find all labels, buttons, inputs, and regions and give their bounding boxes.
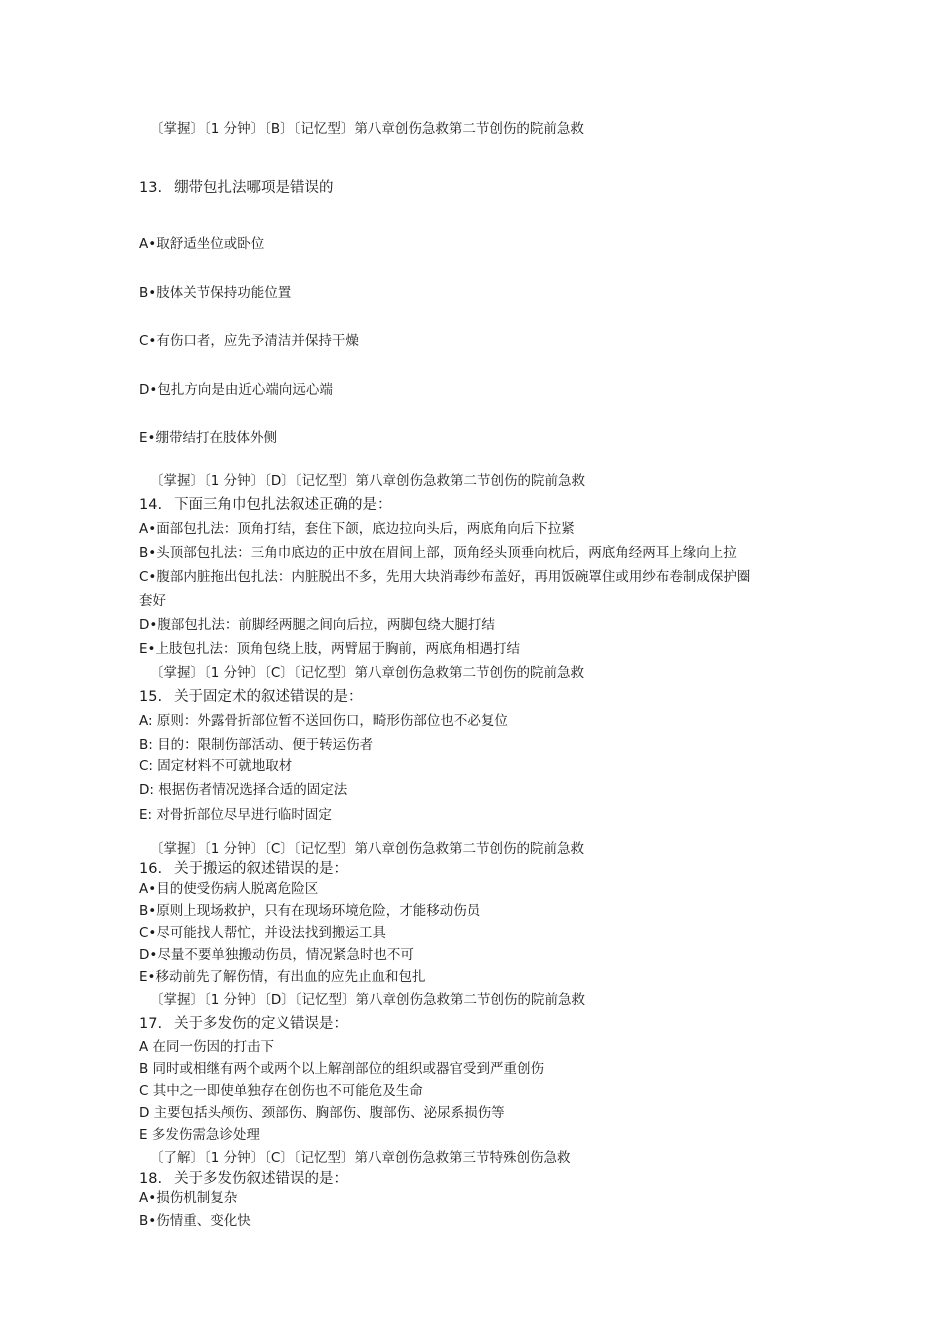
answer-option: B 同时或相继有两个或两个以上解剖部位的组织或器官受到严重创伤 (139, 1061, 545, 1077)
answer-option: D: 根据伤者情况选择合适的固定法 (139, 782, 348, 798)
answer-option: A 在同一伤因的打击下 (139, 1039, 275, 1055)
question-text: 下面三角巾包扎法叙述正确的是： (174, 497, 392, 513)
answer-option: A•取舒适坐位或卧位 (139, 236, 265, 252)
question-number: 14. (139, 497, 163, 513)
answer-option: C•有伤口者，应先予清洁并保持干燥 (139, 333, 359, 349)
question-text: 关于搬运的叙述错误的是： (174, 861, 349, 877)
answer-option-continuation: 套好 (139, 593, 166, 609)
answer-option: B•头顶部包扎法：三角巾底边的正中放在眉间上部，顶角经头顶垂向枕后，两底角经两耳上缘向上拉 (139, 545, 737, 561)
answer-option: A•目的使受伤病人脱离危险区 (139, 881, 319, 897)
answer-option: B•伤情重、变化快 (139, 1213, 251, 1229)
answer-option: D•包扎方向是由近心端向远心端 (139, 382, 333, 398)
question-number: 13. (139, 180, 163, 196)
question-number: 16. (139, 861, 163, 877)
answer-option: B: 目的：限制伤部活动、便于转运伤者 (139, 737, 374, 753)
answer-option: C: 固定材料不可就地取材 (139, 758, 293, 774)
question-number: 18. (139, 1171, 163, 1187)
answer-option: D•尽量不要单独搬动伤员，情况紧急时也不可 (139, 947, 414, 963)
answer-option: E 多发伤需急诊处理 (139, 1127, 260, 1143)
answer-option: E•绷带结打在肢体外侧 (139, 430, 277, 446)
question-meta: 〔掌握〕〔1 分钟〕〔B〕〔记忆型〕第八章创伤急救第二节创伤的院前急救 (150, 121, 584, 137)
answer-option: E: 对骨折部位尽早进行临时固定 (139, 807, 332, 823)
question-stem (139, 496, 392, 514)
question-text: 关于固定术的叙述错误的是： (174, 689, 363, 705)
question-number: 15. (139, 689, 163, 705)
question-stem (139, 179, 334, 197)
answer-option: D 主要包括头颅伤、颈部伤、胸部伤、腹部伤、泌尿系损伤等 (139, 1105, 505, 1121)
answer-option: A: 原则：外露骨折部位暂不送回伤口，畸形伤部位也不必复位 (139, 713, 508, 729)
question-stem (139, 860, 348, 878)
answer-option: D•腹部包扎法：前脚经两腿之间向后拉，两脚包绕大腿打结 (139, 617, 495, 633)
answer-option: E•移动前先了解伤情，有出血的应先止血和包扎 (139, 969, 426, 985)
answer-option: C•腹部内脏拖出包扎法：内脏脱出不多，先用大块消毒纱布盖好，再用饭碗罩住或用纱布卷制成保护圈 (139, 569, 751, 585)
question-text: 关于多发伤的定义错误是： (174, 1016, 349, 1032)
question-meta: 〔掌握〕〔1 分钟〕〔C〕〔记忆型〕第八章创伤急救第二节创伤的院前急救 (150, 665, 585, 681)
question-text: 关于多发伤叙述错误的是： (174, 1171, 349, 1187)
answer-option: B•原则上现场救护，只有在现场环境危险，才能移动伤员 (139, 903, 481, 919)
answer-option: B•肢体关节保持功能位置 (139, 285, 292, 301)
question-meta: 〔掌握〕〔1 分钟〕〔D〕〔记忆型〕第八章创伤急救第二节创伤的院前急救 (150, 473, 586, 489)
question-stem (139, 688, 363, 706)
question-text: 绷带包扎法哪项是错误的 (174, 180, 334, 196)
answer-option: C•尽可能找人帮忙，并设法找到搬运工具 (139, 925, 386, 941)
question-stem (139, 1015, 348, 1033)
question-stem (139, 1170, 348, 1188)
question-meta: 〔掌握〕〔1 分钟〕〔D〕〔记忆型〕第八章创伤急救第二节创伤的院前急救 (150, 992, 586, 1008)
question-meta: 〔了解〕〔1 分钟〕〔C〕〔记忆型〕第八章创伤急救第三节特殊创伤急救 (150, 1150, 571, 1166)
answer-option: A•损伤机制复杂 (139, 1190, 238, 1206)
answer-option: E•上肢包扎法：顶角包绕上肢，两臂屈于胸前，两底角相遇打结 (139, 641, 520, 657)
answer-option: C 其中之一即使单独存在创伤也不可能危及生命 (139, 1083, 423, 1099)
answer-option: A•面部包扎法：顶角打结，套住下颌，底边拉向头后，两底角向后下拉紧 (139, 521, 575, 537)
question-number: 17. (139, 1016, 163, 1032)
question-meta: 〔掌握〕〔1 分钟〕〔C〕〔记忆型〕第八章创伤急救第二节创伤的院前急救 (150, 841, 585, 857)
